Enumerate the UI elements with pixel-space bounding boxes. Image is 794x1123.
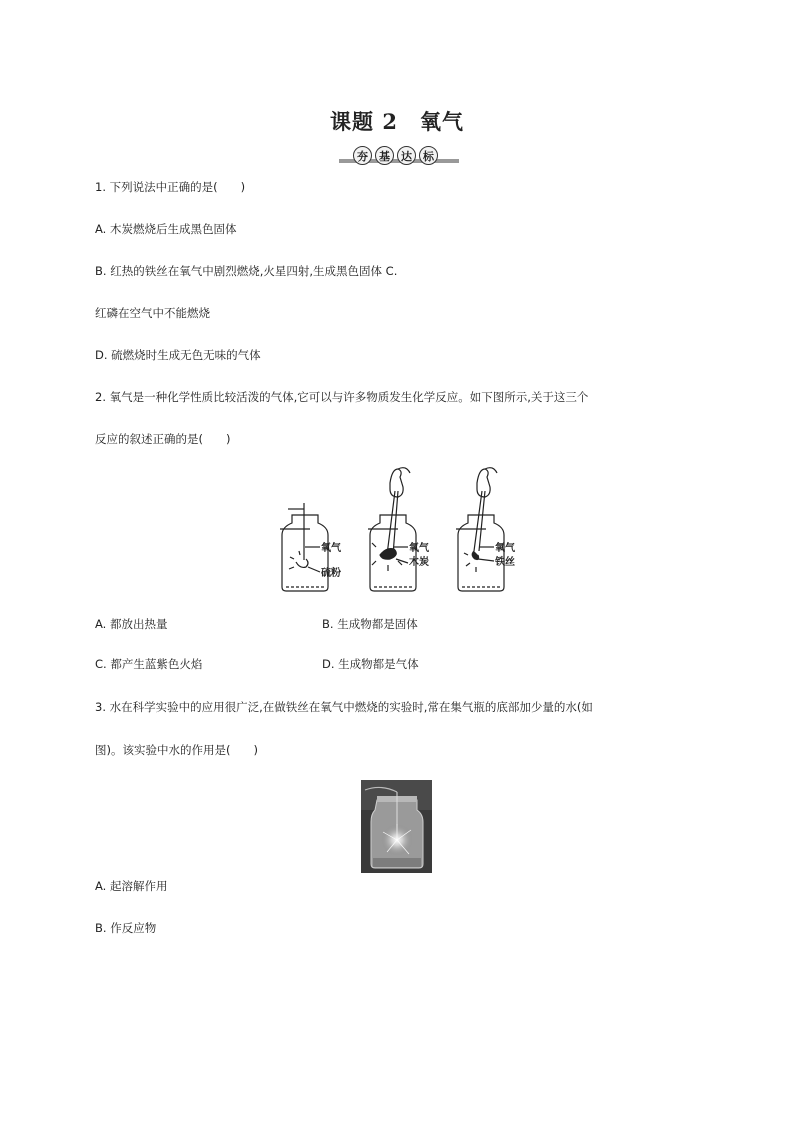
q1-option-b: B. 红热的铁丝在氧气中剧烈燃烧,火星四射,生成黑色固体 C. bbox=[95, 264, 398, 278]
banner-char: 基 bbox=[375, 146, 394, 165]
q2-option-c: C. 都产生蓝紫色火焰 bbox=[95, 657, 203, 671]
banner-char: 达 bbox=[397, 146, 416, 165]
q1-option-c: 红磷在空气中不能燃烧 bbox=[95, 306, 210, 320]
q2-stem-line2: 反应的叙述正确的是( ) bbox=[95, 432, 231, 446]
jar2-substance-label: 木炭 bbox=[409, 557, 429, 568]
q2-option-d: D. 生成物都是气体 bbox=[322, 657, 419, 671]
q2-option-a: A. 都放出热量 bbox=[95, 617, 168, 631]
q2-stem-line1: 2. 氧气是一种化学性质比较活泼的气体,它可以与许多物质发生化学反应。如下图所示,关于这三个 bbox=[95, 390, 589, 404]
q3-option-a: A. 起溶解作用 bbox=[95, 879, 168, 893]
banner-char: 夯 bbox=[353, 146, 372, 165]
section-banner bbox=[339, 146, 459, 166]
q3-stem-line1: 3. 水在科学实验中的应用很广泛,在做铁丝在氧气中燃烧的实验时,常在集气瓶的底部加少量的水(如 bbox=[95, 700, 593, 714]
jar3-gas-label: 氧气 bbox=[495, 543, 515, 554]
jar1-substance-label: 硫粉 bbox=[321, 568, 341, 579]
page-title: 课题 2 氧气 bbox=[330, 109, 464, 134]
jar3-substance-label: 铁丝 bbox=[495, 557, 515, 568]
combustion-jars-figure bbox=[272, 463, 528, 595]
banner-char: 标 bbox=[419, 146, 438, 165]
q1-option-d: D. 硫燃烧时生成无色无味的气体 bbox=[95, 348, 261, 362]
q1-option-a: A. 木炭燃烧后生成黑色固体 bbox=[95, 222, 237, 236]
jar2-gas-label: 氧气 bbox=[409, 543, 429, 554]
q1-stem: 1. 下列说法中正确的是( ) bbox=[95, 180, 246, 194]
iron-burning-photo bbox=[361, 780, 432, 873]
jar1-gas-label: 氧气 bbox=[321, 543, 341, 554]
q2-option-b: B. 生成物都是固体 bbox=[322, 617, 418, 631]
q3-stem-line2: 图)。该实验中水的作用是( ) bbox=[95, 743, 258, 757]
q3-option-b: B. 作反应物 bbox=[95, 921, 157, 935]
